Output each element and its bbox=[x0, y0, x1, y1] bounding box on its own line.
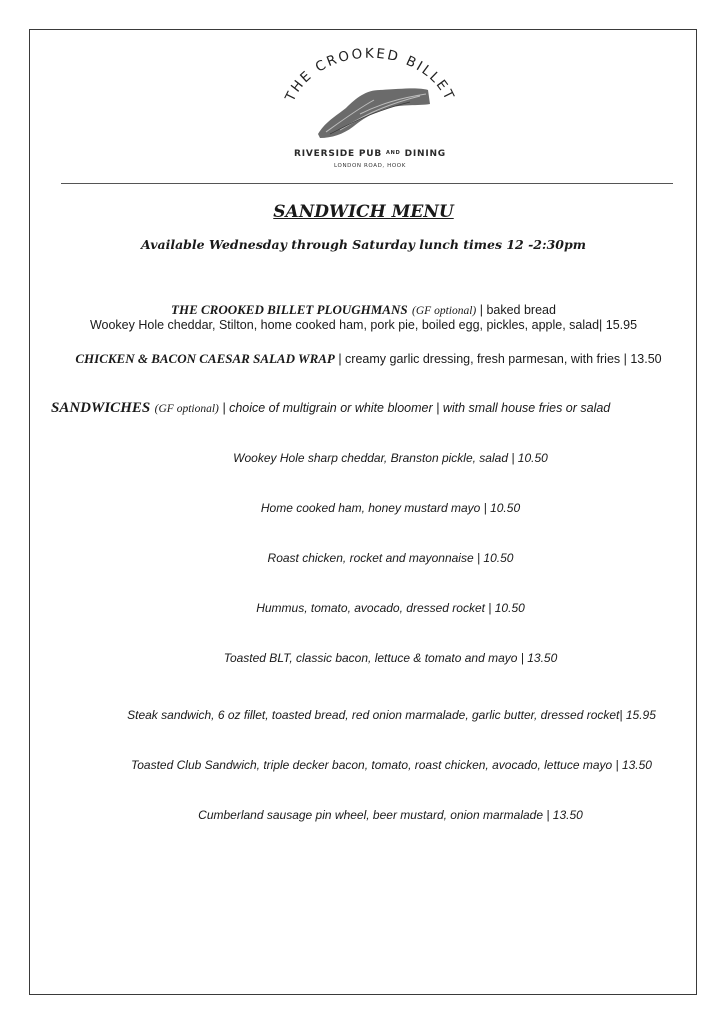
featured-item-ploughmans bbox=[0, 301, 727, 319]
logo-tagline-left: RIVERSIDE PUB bbox=[294, 149, 383, 159]
featured-item-name: THE CROOKED BILLET PLOUGHMANS bbox=[171, 302, 408, 317]
featured-item-detail: | baked bread bbox=[476, 303, 556, 317]
sandwich-item: Toasted Club Sandwich, triple decker bacon, tomato, roast chicken, avocado, lettuce mayo | 13.50 bbox=[131, 758, 652, 772]
availability-text: Available Wednesday through Saturday lunch times 12 -2:30pm bbox=[141, 237, 586, 252]
sandwich-item: Roast chicken, rocket and mayonnaise | 10.50 bbox=[267, 551, 514, 565]
section-title: SANDWICHES bbox=[51, 400, 151, 416]
featured-item-description: Wookey Hole cheddar, Stilton, home cooked ham, pork pie, boiled egg, pickles, apple, salad| 15.95 bbox=[89, 318, 638, 332]
featured-item-name: CHICKEN & BACON CAESAR SALAD WRAP bbox=[75, 351, 335, 366]
header-divider bbox=[61, 183, 673, 184]
logo-tagline-and: AND bbox=[386, 150, 401, 156]
menu-title: SANDWICH MENU bbox=[273, 202, 454, 222]
sandwich-item: Hummus, tomato, avocado, dressed rocket | 10.50 bbox=[256, 601, 525, 615]
sandwich-item: Cumberland sausage pin wheel, beer mustard, onion marmalade | 13.50 bbox=[198, 808, 583, 822]
sandwich-item: Toasted BLT, classic bacon, lettuce & tomato and mayo | 13.50 bbox=[223, 651, 558, 665]
crooked-billet-logo bbox=[270, 34, 470, 174]
sandwiches-heading bbox=[51, 399, 610, 417]
svg-text:RIVERSIDE PUB AND bbox=[294, 147, 446, 159]
logo-arc-text: THE CROOKED BILLET bbox=[282, 45, 458, 105]
driftwood-branch-icon bbox=[318, 88, 430, 138]
gf-note: (GF optional) bbox=[154, 403, 219, 415]
logo-address: LONDON ROAD, HOOK bbox=[334, 163, 406, 169]
section-detail: | choice of multigrain or white bloomer | with small house fries or salad bbox=[218, 401, 611, 415]
sandwich-item: Steak sandwich, 6 oz fillet, toasted bread, red onion marmalade, garlic butter, dressed rocket| 15.95 bbox=[127, 708, 656, 722]
featured-item-detail: | creamy garlic dressing, fresh parmesan, with fries | 13.50 bbox=[334, 352, 662, 366]
sandwich-item: Wookey Hole sharp cheddar, Branston pickle, salad | 10.50 bbox=[233, 451, 548, 465]
logo bbox=[270, 34, 470, 174]
sandwich-item: Home cooked ham, honey mustard mayo | 10.50 bbox=[260, 501, 521, 515]
logo-tagline-right: DINING bbox=[404, 149, 446, 159]
featured-item-caesar-wrap bbox=[5, 350, 727, 368]
gf-note: (GF optional) bbox=[412, 305, 477, 317]
